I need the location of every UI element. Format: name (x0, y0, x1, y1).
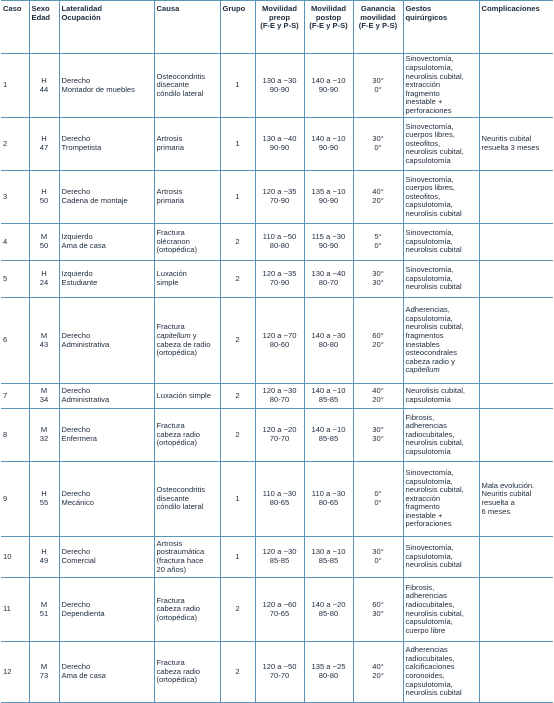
header-caso: Caso (1, 1, 29, 54)
movilidad-postop-cell: 110 a −30 80-65 (304, 462, 353, 537)
grupo-cell: 1 (220, 171, 255, 224)
ganancia-cell: 30° 30° (353, 261, 403, 298)
complicaciones-cell (479, 224, 553, 261)
table-body (1, 54, 553, 703)
header-movilidad-postop: Movilidad postop (F-E y P-S) (304, 1, 353, 54)
table-row (1, 384, 553, 409)
sexo-edad-cell: H 55 (29, 462, 59, 537)
movilidad-postop-cell: 140 a −30 80-80 (304, 298, 353, 384)
ganancia-cell: 40° 20° (353, 642, 403, 703)
movilidad-preop-cell: 120 a −20 70-70 (255, 409, 304, 462)
causa-cell: Fractura cabeza radio (ortopédica) (154, 578, 220, 642)
causa-cell: Fractura olécranon (ortopédica) (154, 224, 220, 261)
complicaciones-cell (479, 578, 553, 642)
lateralidad-ocupacion-cell: Derecho Dependienta (59, 578, 154, 642)
gestos-cell: Fibrosis, adherencias radiocubitales, neurolisis cubital, capsulotomía, cuerpo libre (403, 578, 479, 642)
causa-cell: Luxación simple (154, 261, 220, 298)
complicaciones-cell (479, 261, 553, 298)
caso-cell: 3 (1, 171, 29, 224)
sexo-edad-cell: M 34 (29, 384, 59, 409)
ganancia-cell: 60° 20° (353, 298, 403, 384)
table-row (1, 171, 553, 224)
sexo-edad-cell: H 50 (29, 171, 59, 224)
ganancia-cell: 40° 20° (353, 384, 403, 409)
movilidad-postop-cell: 130 a −40 80-70 (304, 261, 353, 298)
header-complicaciones: Complicaciones (479, 1, 553, 54)
header-grupo: Grupo (220, 1, 255, 54)
table-row (1, 537, 553, 578)
sexo-edad-cell: M 43 (29, 298, 59, 384)
table-row (1, 642, 553, 703)
movilidad-postop-cell: 140 a −10 85-85 (304, 384, 353, 409)
lateralidad-ocupacion-cell: Derecho Montador de muebles (59, 54, 154, 118)
ganancia-cell: 30° 0° (353, 118, 403, 171)
gestos-cell: Sinovectomía, capsulotomía, neurolisis cubital, extracción fragmento inestable + perforaciones (403, 54, 479, 118)
movilidad-preop-cell: 120 a −60 70-65 (255, 578, 304, 642)
movilidad-preop-cell: 110 a −50 80-80 (255, 224, 304, 261)
ganancia-cell: 5° 0° (353, 224, 403, 261)
gestos-cell: Sinovectomía, cuerpos libres, osteofitos, neurolisis cubital, capsulotomía (403, 118, 479, 171)
movilidad-preop-cell: 130 a −30 90-90 (255, 54, 304, 118)
sexo-edad-cell: H 44 (29, 54, 59, 118)
lateralidad-ocupacion-cell: Derecho Enfermera (59, 409, 154, 462)
movilidad-preop-cell: 110 a −30 80-65 (255, 462, 304, 537)
complicaciones-cell (479, 298, 553, 384)
gestos-cell: Fibrosis, adherencias radiocubitales, neurolisis cubital, capsulotomía (403, 409, 479, 462)
movilidad-postop-cell: 140 a −10 90-90 (304, 54, 353, 118)
causa-cell: Fractura cabeza radio (ortopédica) (154, 409, 220, 462)
ganancia-cell: 0° 0° (353, 462, 403, 537)
gestos-cell: Adherencias, capsulotomía, neurolisis cubital, fragmentos inestables osteocondrales cabeza radio y capitellum (403, 298, 479, 384)
movilidad-postop-cell: 115 a −30 90-90 (304, 224, 353, 261)
table-row (1, 118, 553, 171)
grupo-cell: 2 (220, 261, 255, 298)
movilidad-postop-cell: 130 a −10 85-85 (304, 537, 353, 578)
header-gestos: Gestos quirúrgicos (403, 1, 479, 54)
complicaciones-cell (479, 642, 553, 703)
gestos-cell: Sinovectomía, capsulotomía, neurolisis cubital (403, 224, 479, 261)
causa-cell: Osteocondritis disecante cóndilo lateral (154, 54, 220, 118)
movilidad-postop-cell: 140 a −20 85-80 (304, 578, 353, 642)
sexo-edad-cell: M 32 (29, 409, 59, 462)
movilidad-postop-cell: 140 a −10 85-85 (304, 409, 353, 462)
header-ganancia: Ganancia movilidad (F-E y P-S) (353, 1, 403, 54)
sexo-edad-cell: M 51 (29, 578, 59, 642)
caso-cell: 12 (1, 642, 29, 703)
lateralidad-ocupacion-cell: Izquierdo Estudiante (59, 261, 154, 298)
gestos-cell: Adherencias radiocubitales, calcificaciones coronoides, capsulotomía, neurolisis cubital (403, 642, 479, 703)
complicaciones-cell (479, 384, 553, 409)
movilidad-preop-cell: 120 a −30 80-70 (255, 384, 304, 409)
gestos-cell: Sinovectomía, cuerpos libres, osteofitos, capsulotomía, neurolisis cubital (403, 171, 479, 224)
complicaciones-cell (479, 409, 553, 462)
movilidad-preop-cell: 120 a −35 70-90 (255, 261, 304, 298)
causa-cell: Artrosis primaria (154, 171, 220, 224)
sexo-edad-cell: H 49 (29, 537, 59, 578)
causa-cell: Artrosis primaria (154, 118, 220, 171)
caso-cell: 11 (1, 578, 29, 642)
movilidad-preop-cell: 120 a −35 70-90 (255, 171, 304, 224)
caso-cell: 1 (1, 54, 29, 118)
movilidad-preop-cell: 120 a −70 80-60 (255, 298, 304, 384)
complicaciones-cell: Neuritis cubital resuelta 3 meses (479, 118, 553, 171)
causa-cell: Fractura capitellum y cabeza de radio (ortopédica) (154, 298, 220, 384)
table-header-row (1, 1, 553, 54)
ganancia-cell: 30° 0° (353, 537, 403, 578)
sexo-edad-cell: M 50 (29, 224, 59, 261)
movilidad-preop-cell: 130 a −40 90-90 (255, 118, 304, 171)
sexo-edad-cell: M 73 (29, 642, 59, 703)
ganancia-cell: 30° 0° (353, 54, 403, 118)
movilidad-postop-cell: 135 a −25 80-80 (304, 642, 353, 703)
header-lateralidad: Lateralidad Ocupación (59, 1, 154, 54)
lateralidad-ocupacion-cell: Izquierdo Ama de casa (59, 224, 154, 261)
causa-cell: Fractura cabeza radio (ortopédica) (154, 642, 220, 703)
lateralidad-ocupacion-cell: Derecho Ama de casa (59, 642, 154, 703)
sexo-edad-cell: H 24 (29, 261, 59, 298)
complicaciones-cell (479, 54, 553, 118)
caso-cell: 6 (1, 298, 29, 384)
movilidad-postop-cell: 135 a −10 90-90 (304, 171, 353, 224)
lateralidad-ocupacion-cell: Derecho Trompetista (59, 118, 154, 171)
grupo-cell: 1 (220, 54, 255, 118)
complicaciones-cell (479, 537, 553, 578)
grupo-cell: 1 (220, 462, 255, 537)
grupo-cell: 2 (220, 224, 255, 261)
lateralidad-ocupacion-cell: Derecho Administrativa (59, 384, 154, 409)
results-table (1, 0, 553, 703)
sexo-edad-cell: H 47 (29, 118, 59, 171)
lateralidad-ocupacion-cell: Derecho Administrativa (59, 298, 154, 384)
movilidad-postop-cell: 140 a −10 90-90 (304, 118, 353, 171)
causa-cell: Artrosis postraumática (fractura hace 20 años) (154, 537, 220, 578)
table-row (1, 462, 553, 537)
grupo-cell: 2 (220, 642, 255, 703)
gestos-cell: Sinovectomía, capsulotomía, neurolisis cubital (403, 261, 479, 298)
header-causa: Causa (154, 1, 220, 54)
gestos-cell: Sinovectomía, capsulotomía, neurolisis cubital, extracción fragmento inestable + perforaciones (403, 462, 479, 537)
grupo-cell: 2 (220, 409, 255, 462)
lateralidad-ocupacion-cell: Derecho Mecánico (59, 462, 154, 537)
caso-cell: 5 (1, 261, 29, 298)
grupo-cell: 1 (220, 537, 255, 578)
grupo-cell: 2 (220, 298, 255, 384)
table-row (1, 578, 553, 642)
grupo-cell: 2 (220, 384, 255, 409)
causa-cell: Luxación simple (154, 384, 220, 409)
header-movilidad-preop: Movilidad preop (F-E y P-S) (255, 1, 304, 54)
table-row (1, 409, 553, 462)
caso-cell: 10 (1, 537, 29, 578)
caso-cell: 9 (1, 462, 29, 537)
gestos-cell: Neurolisis cubital, capsulotomía (403, 384, 479, 409)
ganancia-cell: 30° 30° (353, 409, 403, 462)
ganancia-cell: 60° 30° (353, 578, 403, 642)
movilidad-preop-cell: 120 a −30 85-85 (255, 537, 304, 578)
ganancia-cell: 40° 20° (353, 171, 403, 224)
caso-cell: 7 (1, 384, 29, 409)
movilidad-preop-cell: 120 a −50 70-70 (255, 642, 304, 703)
lateralidad-ocupacion-cell: Derecho Comercial (59, 537, 154, 578)
grupo-cell: 1 (220, 118, 255, 171)
complicaciones-cell (479, 171, 553, 224)
header-sexo-edad: Sexo Edad (29, 1, 59, 54)
table-row (1, 54, 553, 118)
table-row (1, 261, 553, 298)
causa-cell: Osteocondritis disecante cóndilo lateral (154, 462, 220, 537)
caso-cell: 8 (1, 409, 29, 462)
gestos-cell: Sinovectomía, capsulotomía, neurolisis cubital (403, 537, 479, 578)
caso-cell: 4 (1, 224, 29, 261)
complicaciones-cell: Mala evolución. Neuritis cubital resuelta a 6 meses (479, 462, 553, 537)
grupo-cell: 2 (220, 578, 255, 642)
lateralidad-ocupacion-cell: Derecho Cadena de montaje (59, 171, 154, 224)
table-row (1, 224, 553, 261)
table-row (1, 298, 553, 384)
caso-cell: 2 (1, 118, 29, 171)
